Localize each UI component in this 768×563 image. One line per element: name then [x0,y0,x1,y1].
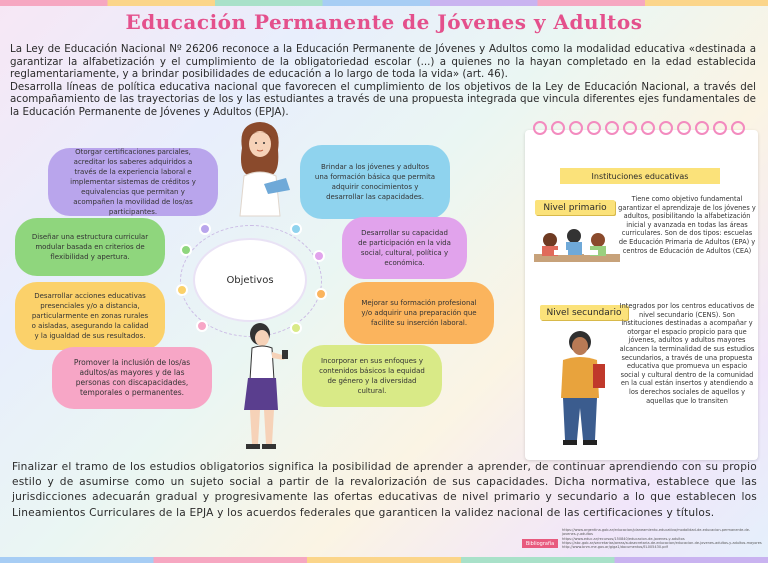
reference-link[interactable]: https://abc.gob.ar/secretarias/areas/subsecretaria-de-educacion/educacion-de-jovenes-adultos-y-adultos-mayores [562,540,762,545]
objective-bubble-8: Incorporar en sus enfoques y contenidos básicos la equidad de género y la diversidad cultural. [302,345,442,407]
secondary-level-label: Nivel secundario [540,305,628,320]
references-badge: Bibliografía [522,539,558,548]
reference-link[interactable]: https://www.educ.ar/recursos/150840/educacion-de-jovenes-y-adultos [562,536,685,541]
student-illustration [545,328,615,450]
intro-paragraph-2: Desarrolla líneas de política educativa nacional que favorecen el cumplimiento de los objetivos de la Ley de Educación Nacional, a través del acompañamiento de las trayectorias de los y las estudiantes a través de una propuesta integrada que vincula diferentes ejes fundamentales de la Educación Permanente de Jóvenes y Adultos (EPJA). [10,80,756,118]
top-color-stripe [0,0,768,6]
objective-bubble-5: Brindar a los jóvenes y adultos una formación básica que permita adquirir conocimientos y desarrollar las capacidades. [300,145,450,219]
ring-dot [199,223,211,235]
panel-title: Instituciones educativas [560,168,720,184]
primary-level-label: Nivel primario [535,200,615,215]
reference-link[interactable]: https://www.argentina.gob.ar/educacion/planeamiento-educativo/modalidad-de-educacion-permanente-de-jovenes-y-adultos [562,528,751,537]
objective-bubble-6: Desarrollar su capacidad de participación en la vida social, cultural, política y económica. [342,217,467,279]
page-title: Educación Permanente de Jóvenes y Adultos [125,10,643,34]
objectives-hub: Objetivos [195,240,305,320]
ring-dot [313,250,325,262]
objective-bubble-3: Desarrollar acciones educativas presenciales y/o a distancia, particularmente en zonas rurales o aisladas, asegurando la calidad y la igualdad de sus resultados. [15,282,165,350]
woman-reading-illustration [220,118,300,218]
ring-dot [315,288,327,300]
bottom-color-stripe [0,557,768,563]
classroom-illustration [532,222,622,272]
primary-level-text: Tiene como objetivo fundamental garantizar el aprendizaje de los jóvenes y adultos, posibilitando la alfabetización inicial y avanzada en todas las áreas curriculares. Son de dos tipos: escuelas de Educación Primaria de Adultos (EPA) y centros de Educación de Adultos (CEA) [618,195,756,255]
objective-bubble-2: Diseñar una estructura curricular modular basada en criterios de flexibilidad y apertura. [15,218,165,276]
ring-dot [196,320,208,332]
closing-paragraph: Finalizar el tramo de los estudios obligatorios significa la posibilidad de aprender a aprender, de continuar aprendiendo con su propio estilo y de asumirse como un sujeto social a partir de la revalorización de sus capacidades. Dicha normativa, establece que las jurisdicciones adecuarán gradual y progresivamente las ofertas educativas de nivel primario y secundario a lo que establecen los Lineamientos Curriculares de la EPJA y los acuerdos federales que garanticen la validez nacional de las certificaciones y títulos. [12,461,757,519]
notebook-spiral [528,118,756,138]
ring-dot [180,244,192,256]
reference-link[interactable]: http://www.bnm.me.gov.ar/giga1/documentos/EL005430.pdf [562,545,668,550]
intro-text [10,43,756,119]
objective-bubble-4: Promover la inclusión de los/as adultos/as mayores y de las personas con discapacidades, temporales o permanentes. [52,347,212,409]
woman-phone-illustration [232,322,302,452]
references-list [562,528,762,549]
secondary-level-text: Integrados por los centros educativos de nivel secundario (CENS). Son instituciones destinadas a acompañar y otorgar el espacio propicio para que jóvenes, adultos y adultos mayores alcancen la terminalidad de sus estudios secundarios, a través de una propuesta educativa que promueva un espacio social y cultural dentro de la comunidad en la cual están insertos y atendiendo a los derechos sociales de aquellos y aquellas que lo transiten [619,302,755,405]
ring-dot [176,284,188,296]
intro-paragraph-1: La Ley de Educación Nacional Nº 26206 reconoce a la Educación Permanente de Jóvenes y Adultos como la modalidad educativa «destinada a garantizar la alfabetización y el cumplimiento de la obligatoriedad escolar (...) a quienes no la hayan completado en la edad establecida reglamentariamente, y a brindar posibilidades de educación a lo largo de toda la vida» (art. 46). [10,43,756,81]
ring-dot [290,223,302,235]
objective-bubble-7: Mejorar su formación profesional y/o adquirir una preparación que facilite su inserción laboral. [344,282,494,344]
objective-bubble-1: Otorgar certificaciones parciales, acreditar los saberes adquiridos a través de la experiencia laboral e implementar sistemas de créditos y equivalencias que permitan y acompañen la movilidad de los/as participantes. [48,148,218,216]
